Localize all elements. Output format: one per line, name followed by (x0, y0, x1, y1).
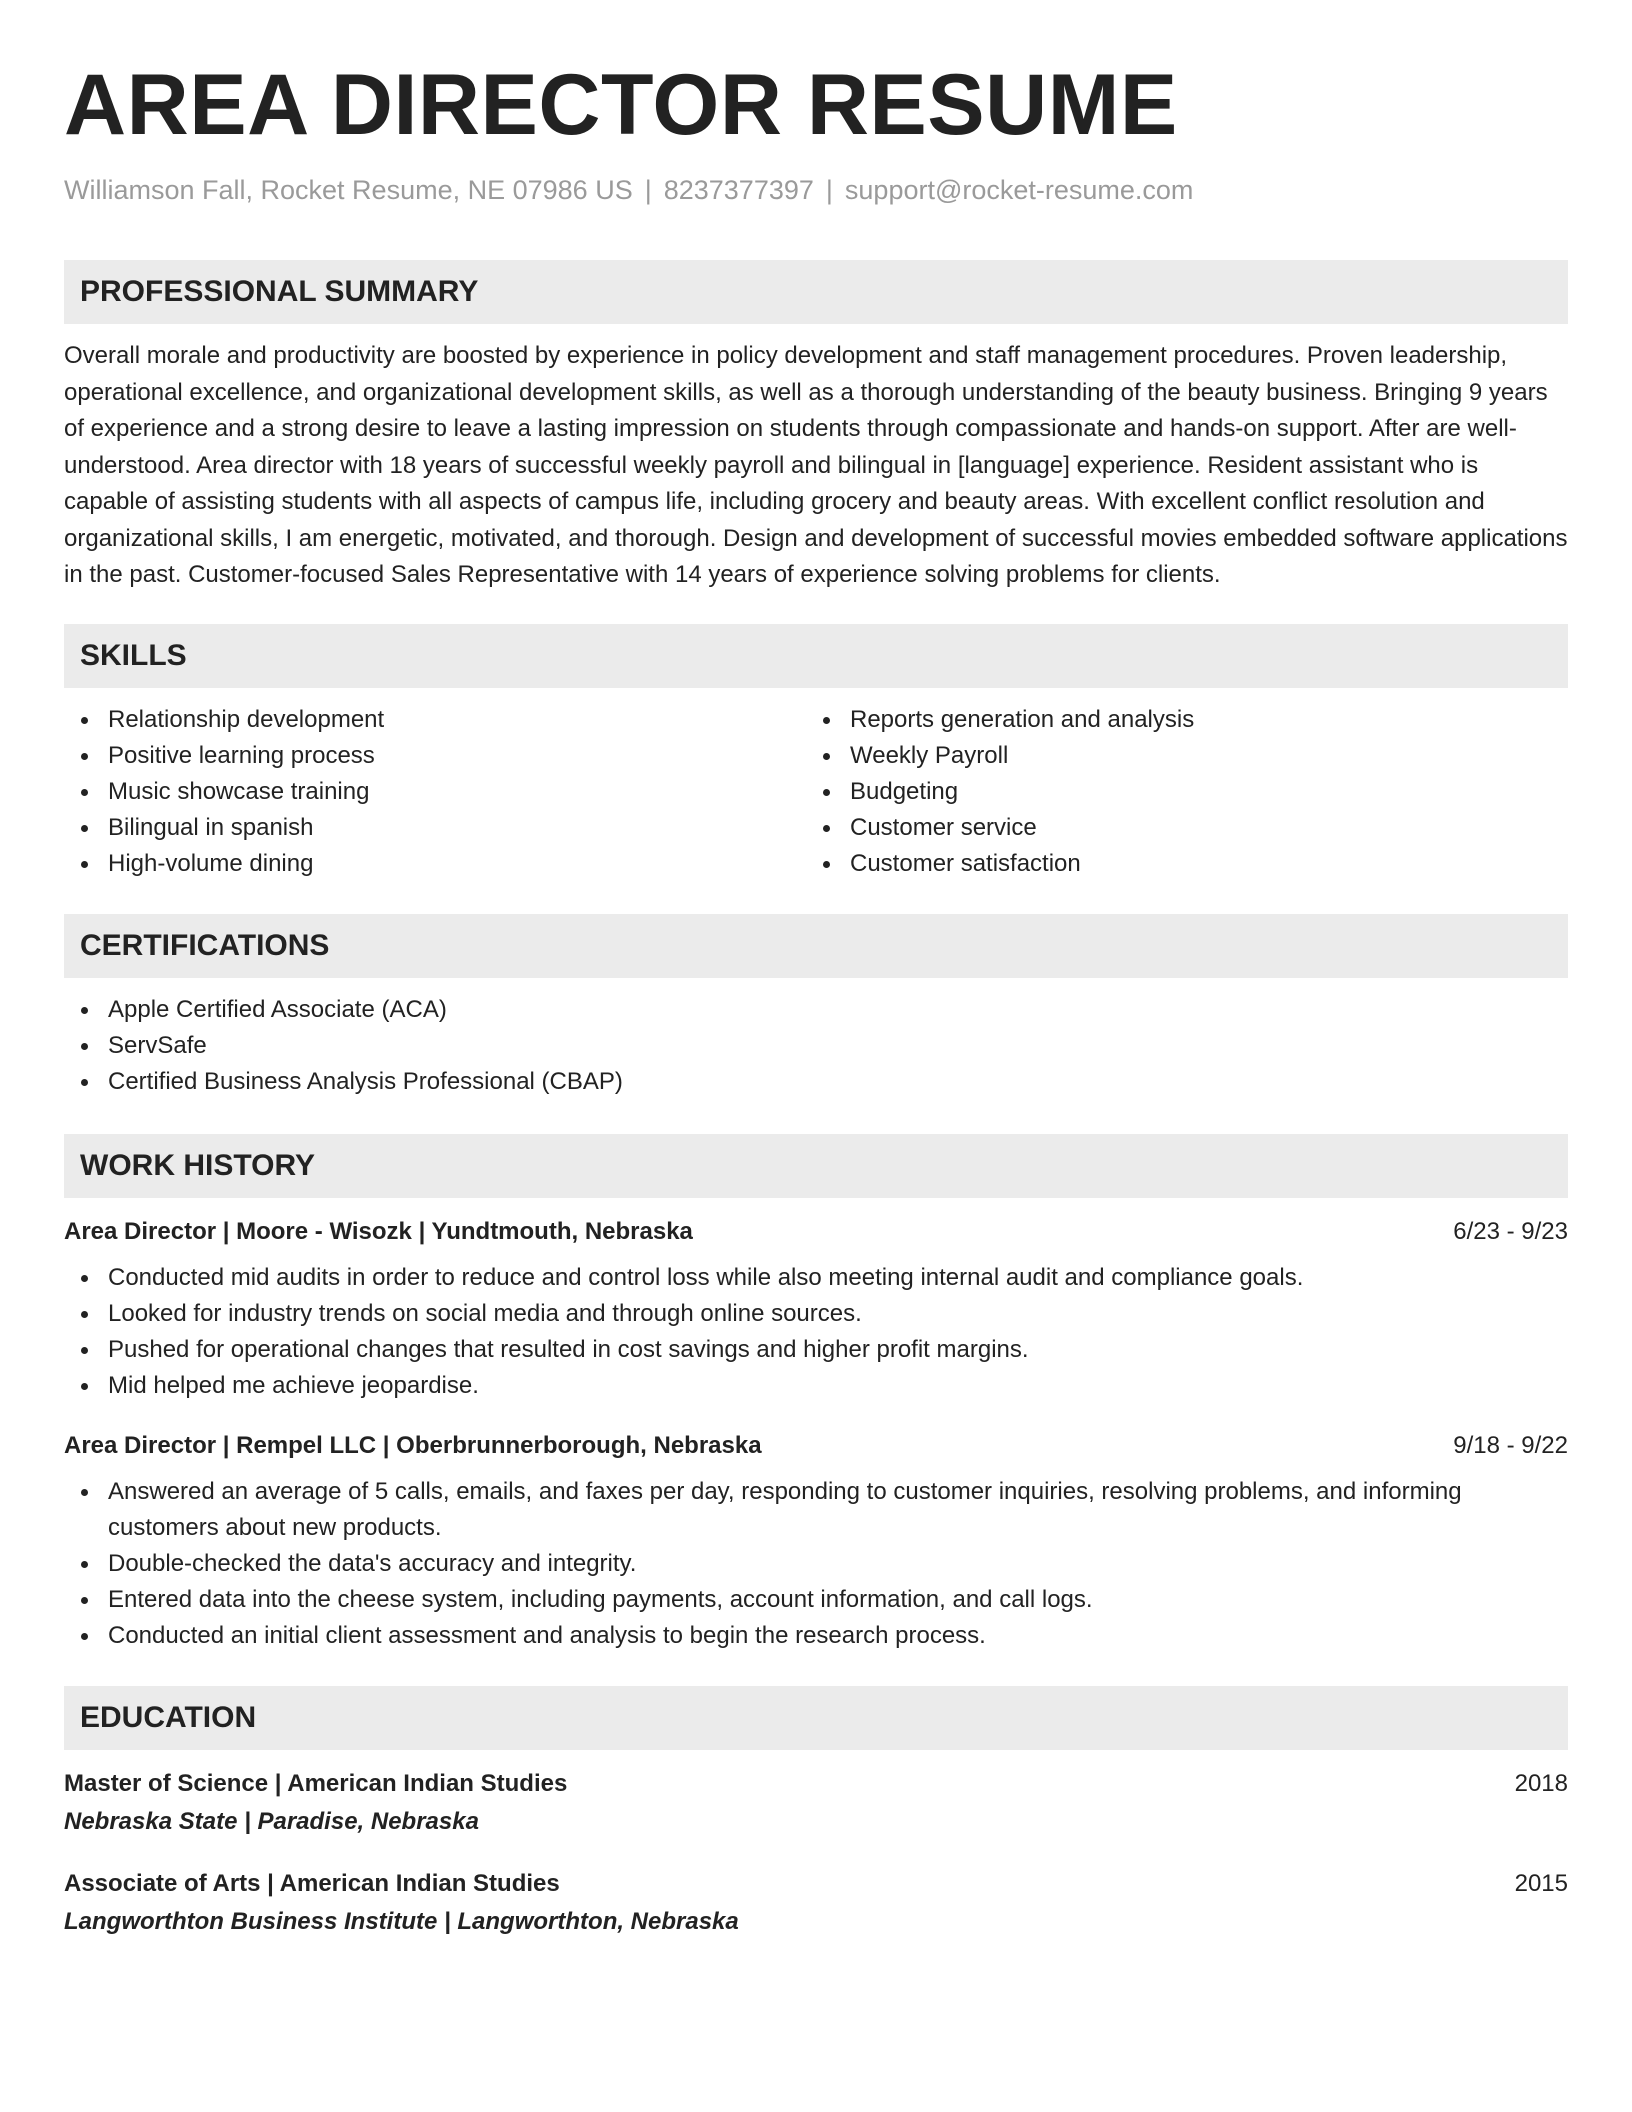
job-header (64, 1432, 1568, 1460)
contact-separator: | (644, 175, 652, 205)
job-bullet: Mid helped me achieve jeopardise. (64, 1368, 1568, 1404)
skill-item: Positive learning process (64, 738, 806, 774)
skill-item: High-volume dining (64, 846, 806, 882)
job-entry (64, 1432, 1568, 1654)
job-bullets (64, 1474, 1568, 1654)
summary-section (64, 260, 1568, 594)
job-title: Area Director | Moore - Wisozk | Yundtmouth, Nebraska (64, 1217, 693, 1245)
certification-item: Apple Certified Associate (ACA) (64, 992, 1568, 1028)
job-entry (64, 1218, 1568, 1404)
work-history-section (64, 1134, 1568, 1654)
contact-separator: | (825, 175, 833, 205)
summary-heading: PROFESSIONAL SUMMARY (64, 260, 1568, 324)
skill-item: Budgeting (806, 774, 1548, 810)
skills-section (64, 624, 1568, 882)
job-bullet: Conducted mid audits in order to reduce and control loss while also meeting internal audit and compliance goals. (64, 1260, 1568, 1296)
education-heading: EDUCATION (64, 1686, 1568, 1750)
job-bullets (64, 1260, 1568, 1404)
skill-item: Music showcase training (64, 774, 806, 810)
job-bullet: Entered data into the cheese system, including payments, account information, and call logs. (64, 1582, 1568, 1618)
skills-list-right (806, 702, 1548, 882)
job-title: Area Director | Rempel LLC | Oberbrunnerborough, Nebraska (64, 1431, 762, 1459)
contact-email: support@rocket-resume.com (844, 175, 1194, 205)
skills-grid (64, 702, 1568, 882)
certifications-section (64, 914, 1568, 1100)
work-history-heading: WORK HISTORY (64, 1134, 1568, 1198)
education-header (64, 1870, 1568, 1898)
certifications-heading: CERTIFICATIONS (64, 914, 1568, 978)
skills-list-left (64, 702, 806, 882)
contact-line (64, 174, 1568, 206)
degree-title: Associate of Arts | American Indian Studies (64, 1869, 560, 1897)
school-name: Langworthton Business Institute | Langworthton, Nebraska (64, 1907, 739, 1935)
summary-text: Overall morale and productivity are boosted by experience in policy development and staff management procedures. Proven leadership, operational excellence, and organizational development skills, as well as a thorough understanding of the beauty business. Bringing 9 years of experience and a strong desire to leave a lasting impression on students through compassionate and hands-on support. After are well-understood. Area director with 18 years of successful weekly payroll and bilingual in [language] experience. Resident assistant who is capable of assisting students with all aspects of campus life, including grocery and beauty areas. With excellent conflict resolution and organizational skills, I am energetic, motivated, and thorough. Design and development of successful movies embedded software applications in the past. Customer-focused Sales Representative with 14 years of experience solving problems for clients. (64, 342, 1568, 589)
skills-heading: SKILLS (64, 624, 1568, 688)
skill-item: Reports generation and analysis (806, 702, 1548, 738)
education-entry (64, 1770, 1568, 1836)
job-dates: 6/23 - 9/23 (1453, 1217, 1568, 1245)
graduation-year: 2015 (1514, 1869, 1568, 1897)
certification-item: Certified Business Analysis Professional (CBAP) (64, 1064, 1568, 1100)
job-bullet: Pushed for operational changes that resulted in cost savings and higher profit margins. (64, 1332, 1568, 1368)
skill-item: Weekly Payroll (806, 738, 1548, 774)
skill-item: Customer service (806, 810, 1548, 846)
skill-item: Bilingual in spanish (64, 810, 806, 846)
education-entry (64, 1870, 1568, 1936)
contact-address: Williamson Fall, Rocket Resume, NE 07986 US (64, 175, 633, 205)
job-bullet: Double-checked the data's accuracy and integrity. (64, 1546, 1568, 1582)
job-bullet: Conducted an initial client assessment and analysis to begin the research process. (64, 1618, 1568, 1654)
education-header (64, 1770, 1568, 1798)
certifications-list (64, 992, 1568, 1100)
degree-title: Master of Science | American Indian Studies (64, 1769, 568, 1797)
page-title: AREA DIRECTOR RESUME (64, 57, 1178, 153)
skill-item: Relationship development (64, 702, 806, 738)
job-header (64, 1218, 1568, 1246)
job-bullet: Answered an average of 5 calls, emails, and faxes per day, responding to customer inquiries, resolving problems, and informing customers about new products. (64, 1474, 1568, 1546)
certification-item: ServSafe (64, 1028, 1568, 1064)
graduation-year: 2018 (1514, 1769, 1568, 1797)
contact-phone: 8237377397 (663, 175, 814, 205)
school-name: Nebraska State | Paradise, Nebraska (64, 1807, 479, 1835)
job-bullet: Looked for industry trends on social media and through online sources. (64, 1296, 1568, 1332)
job-dates: 9/18 - 9/22 (1453, 1431, 1568, 1459)
skill-item: Customer satisfaction (806, 846, 1548, 882)
education-section (64, 1686, 1568, 1936)
